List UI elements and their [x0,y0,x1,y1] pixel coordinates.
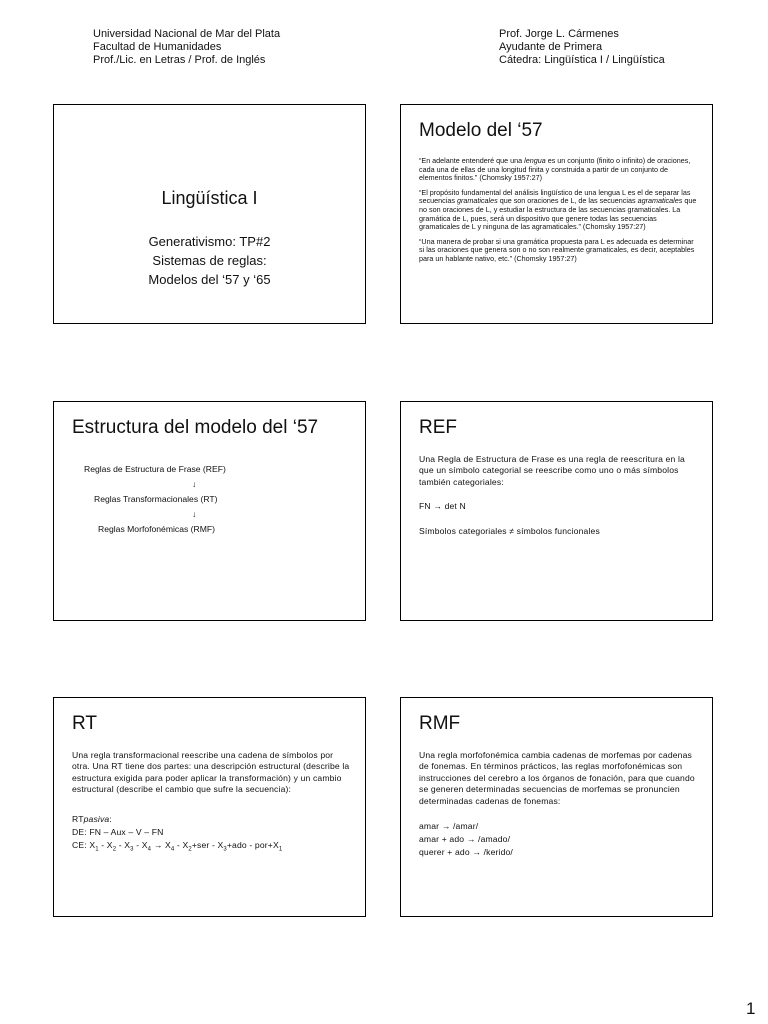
slide-heading: RT [72,713,97,734]
model-flow [54,462,365,537]
ce-text: +ser - X [191,839,224,850]
quote-text: que son oraciones de L, de las secuencias [497,196,638,206]
rt-label: RT [72,813,84,824]
ce-text: - X [98,839,113,850]
down-arrow-icon: ↓ [192,509,197,519]
rt-colon: : [109,813,112,824]
quote-text: es un conjunto (finito o infinito) de oraciones, cada una de ellas de una longitud finita y construida a partir de un conjunto de elementos finitos.” (Chomsky 1957:27) [419,156,691,183]
quote-text: que no son oraciones de L, y estudiar la estructura de las secuencias gramaticales. La gramática de L, pues, será un dispositivo que genere todas las secuencias gramaticales de L y ninguna de las agramaticales.” (Chomsky 1957:27) [419,196,697,232]
quote-3: “Una manera de probar si una gramática propuesta para L es adecuada es determinar si las oraciones que genera son o no son realmente gramaticales, es decir, aceptables para un hablante nativo, etc.” (Chomsky 1957:27) [419,236,695,263]
ce-text: - X [174,839,189,850]
subtitle-line: Sistemas de reglas: [152,253,267,268]
rt-definition: Una regla transformacional reescribe una cadena de símbolos por otra. Una RT tiene dos partes: una descripción estructural (describe la estructura exigida para poder aplicar la transformación) y un cambio estructural (describe el cambio que sufre la secuencia): [72,750,350,795]
quote-emphasis: agramaticales [637,196,683,206]
rt-pasiva-label [72,813,350,826]
rmf-example: amar + ado → /amado/ [419,834,511,845]
professor-name: Prof. Jorge L. Cármenes [499,28,619,40]
slide-heading: RMF [419,713,461,734]
ce-text: +ado - por+X [226,839,279,850]
rt-label-emphasis: pasiva [83,813,110,824]
ce-text: - X [116,839,131,850]
subtitle-line: Modelos del ‘57 y ‘65 [148,272,271,287]
slide-estructura [53,401,366,621]
quote-2 [419,189,699,232]
ce-text: - X [133,839,148,850]
slide-rt [53,697,366,917]
slide-rmf [400,697,713,917]
ce-subscript: 3 [130,846,134,853]
slide-heading: REF [419,417,457,438]
professor-role: Ayudante de Primera [499,41,603,53]
quote-emphasis: gramaticales [456,196,498,206]
down-arrow-icon: ↓ [192,479,197,489]
ce-subscript: 1 [95,846,99,853]
rmf-definition: Una regla morfofonémica cambia cadenas de morfemas por cadenas de fonemas. En términos prácticos, las reglas morfofonémicas son instrucciones del cerebro a los órganos de fonación, para que cuando se generen determinadas secuencias de morfemas se pronuncien determinadas cadenas de fonemas: [419,750,695,806]
ce-subscript: 2 [188,846,192,853]
subtitle-line: Generativismo: TP#2 [148,234,271,249]
rt-rules [72,813,350,857]
rmf-example: amar → /amar/ [419,821,479,832]
flow-step-rmf: Reglas Morfofonémicas (RMF) [98,524,215,534]
slide-heading: Estructura del modelo del ‘57 [72,417,319,438]
slide-body [72,750,350,856]
university-name: Universidad Nacional de Mar del Plata [93,28,281,40]
ce-subscript: 2 [112,846,117,853]
header-right [499,28,665,67]
slide-heading: Modelo del ‘57 [419,120,543,141]
rmf-example: querer + ado → /kerido/ [419,847,513,858]
flow-step-rt: Reglas Transformacionales (RT) [94,494,218,504]
quote-text: “El propósito fundamental del análisis lingüístico de una lengua L es el de separar las secuencias [419,187,691,206]
flow-step-ref: Reglas de Estructura de Frase (REF) [84,464,226,474]
slide-title-heading: Lingüística I [161,188,258,208]
header-left [93,28,280,67]
ce-text: CE: X [72,839,96,850]
quotes-block [419,157,699,270]
course-name: Cátedra: Lingüística I / Lingüística [499,54,665,66]
quote-1 [419,157,699,183]
slide-modelo-57 [400,104,713,324]
slide-title [53,104,366,324]
program-name: Prof./Lic. en Letras / Prof. de Inglés [93,54,266,66]
ce-subscript: 4 [170,846,175,853]
slide-body [419,750,697,859]
symbols-note: Símbolos categoriales ≠ símbolos funcionales [419,525,600,536]
ce-subscript: 1 [278,846,283,853]
structural-change [72,839,350,857]
structural-description: DE: FN – Aux – V – FN [72,826,164,837]
ce-subscript: 4 [147,846,152,853]
faculty-name: Facultad de Humanidades [93,41,222,53]
rmf-examples [419,820,697,859]
ref-definition: Una Regla de Estructura de Frase es una regla de reescritura en la que un símbolo categorial se reescribe como uno o más símbolos también categoriales: [419,454,685,487]
slide-ref [400,401,713,621]
slide-body [419,454,697,537]
ce-text: → X [151,839,171,850]
quote-text: “En adelante entenderé que una [419,156,525,165]
page-number: 1 [746,999,756,1018]
ce-subscript: 3 [223,846,227,853]
ref-rule-example: FN → det N [419,501,466,512]
slide-title-subtitle [54,232,365,289]
quote-emphasis: lengua [524,156,546,165]
